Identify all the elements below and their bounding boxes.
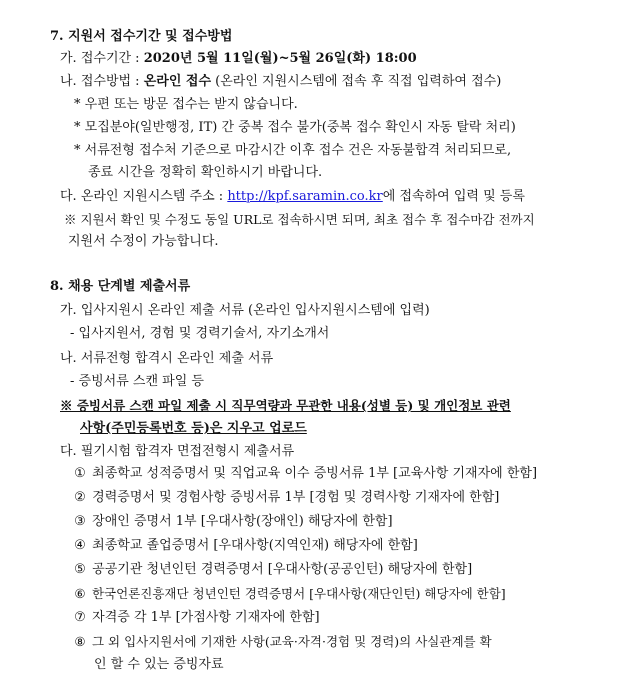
apply-site-link[interactable]: http://kpf.saramin.co.kr (227, 189, 383, 204)
item-number: ③ (74, 514, 86, 529)
section7-heading: 7. 지원서 접수기간 및 접수방법 (50, 29, 233, 44)
item-text: 장애인 증명서 1부 [우대사항(장애인) 해당자에 한함] (92, 514, 393, 529)
deadline-line (60, 50, 417, 68)
list-item (72, 465, 537, 483)
item-number: ① (74, 466, 86, 481)
remark-line-1: ※ 지원서 확인 및 수정도 동일 URL로 접속하시면 되며, 최초 접수 후 접수마감 전까지 (64, 212, 535, 227)
item-text: 자격증 각 1부 [가점사항 기재자에 한함] (92, 610, 320, 625)
document-pass-line: 나. 서류전형 합격시 온라인 제출 서류 (60, 351, 274, 366)
item-number: ⑤ (74, 562, 86, 577)
item-text: 최종학교 성적증명서 및 직업교육 이수 증빙서류 1부 [교육사항 기재자에 한함] (92, 466, 538, 481)
section8-heading: 8. 채용 단계별 제출서류 (50, 279, 191, 294)
list-item (72, 489, 499, 507)
list-item (72, 633, 492, 651)
deadline-label: 가. 접수기간 : (60, 51, 144, 66)
method-bold: 온라인 접수 (143, 74, 212, 89)
item-text: 공공기관 청년인턴 경력증명서 [우대사항(공공인턴) 해당자에 한함] (92, 562, 473, 577)
note-no-mail: * 우편 또는 방문 접수는 받지 않습니다. (74, 97, 298, 112)
list-item (72, 513, 393, 531)
address-label: 다. 온라인 지원시스템 주소 : (60, 189, 228, 204)
note-no-duplicate: * 모집분야(일반행정, IT) 간 중복 접수 불가(중복 접수 확인시 자동 탈락 처리) (74, 120, 516, 135)
list-item-continuation: 인 할 수 있는 증빙자료 (94, 657, 224, 672)
document-pass-detail: - 증빙서류 스캔 파일 등 (70, 374, 204, 389)
note-deadline-b: 종료 시간을 정확히 확인하시기 바랍니다. (88, 165, 323, 180)
deadline-value: 2020년 5월 11일(월)~5월 26일(화) 18:00 (143, 51, 417, 66)
address-line (60, 188, 525, 206)
item-text: 그 외 입사지원서에 기재한 사항(교육·자격·경험 및 경력)의 사실관계를 확 (91, 634, 492, 649)
method-label: 나. 접수방법 : (60, 74, 144, 89)
remark-line-2: 지원서 수정이 가능합니다. (68, 234, 219, 249)
item-text: 한국언론진흥재단 청년인턴 경력증명서 [우대사항(재단인턴) 해당자에 한함] (91, 586, 506, 601)
warning-line-1: ※ 증빙서류 스캔 파일 제출 시 직무역량과 무관한 내용(성별 등) 및 개인정보 관련 (60, 398, 511, 413)
item-text: 최종학교 졸업증명서 [우대사항(지역인재) 해당자에 한함] (92, 538, 418, 553)
method-rest: (온라인 지원시스템에 접속 후 직접 입력하여 접수) (211, 74, 502, 89)
item-number: ⑦ (74, 610, 86, 625)
warning-line-2: 사항(주민등록번호 등)은 지우고 업로드 (80, 421, 307, 436)
method-line (60, 73, 501, 91)
interview-docs-line: 다. 필기시험 합격자 면접전형시 제출서류 (60, 444, 295, 459)
note-deadline-a: * 서류전형 접수처 기준으로 마감시간 이후 접수 건은 자동불합격 처리되므로, (74, 143, 512, 158)
list-item (72, 561, 472, 579)
item-number: ⑧ (74, 634, 86, 649)
item-number: ② (74, 490, 86, 505)
item-number: ④ (74, 538, 86, 553)
list-item (72, 609, 320, 627)
online-docs-detail: - 입사지원서, 경험 및 경력기술서, 자기소개서 (70, 326, 330, 341)
item-text: 경력증명서 및 경험사항 증빙서류 1부 [경험 및 경력사항 기재자에 한함] (92, 490, 500, 505)
address-suffix: 에 접속하여 입력 및 등록 (382, 189, 525, 204)
item-number: ⑥ (74, 586, 86, 601)
list-item (72, 585, 506, 603)
online-docs-line: 가. 입사지원시 온라인 제출 서류 (온라인 입사지원시스템에 입력) (60, 303, 430, 318)
list-item (72, 537, 418, 555)
